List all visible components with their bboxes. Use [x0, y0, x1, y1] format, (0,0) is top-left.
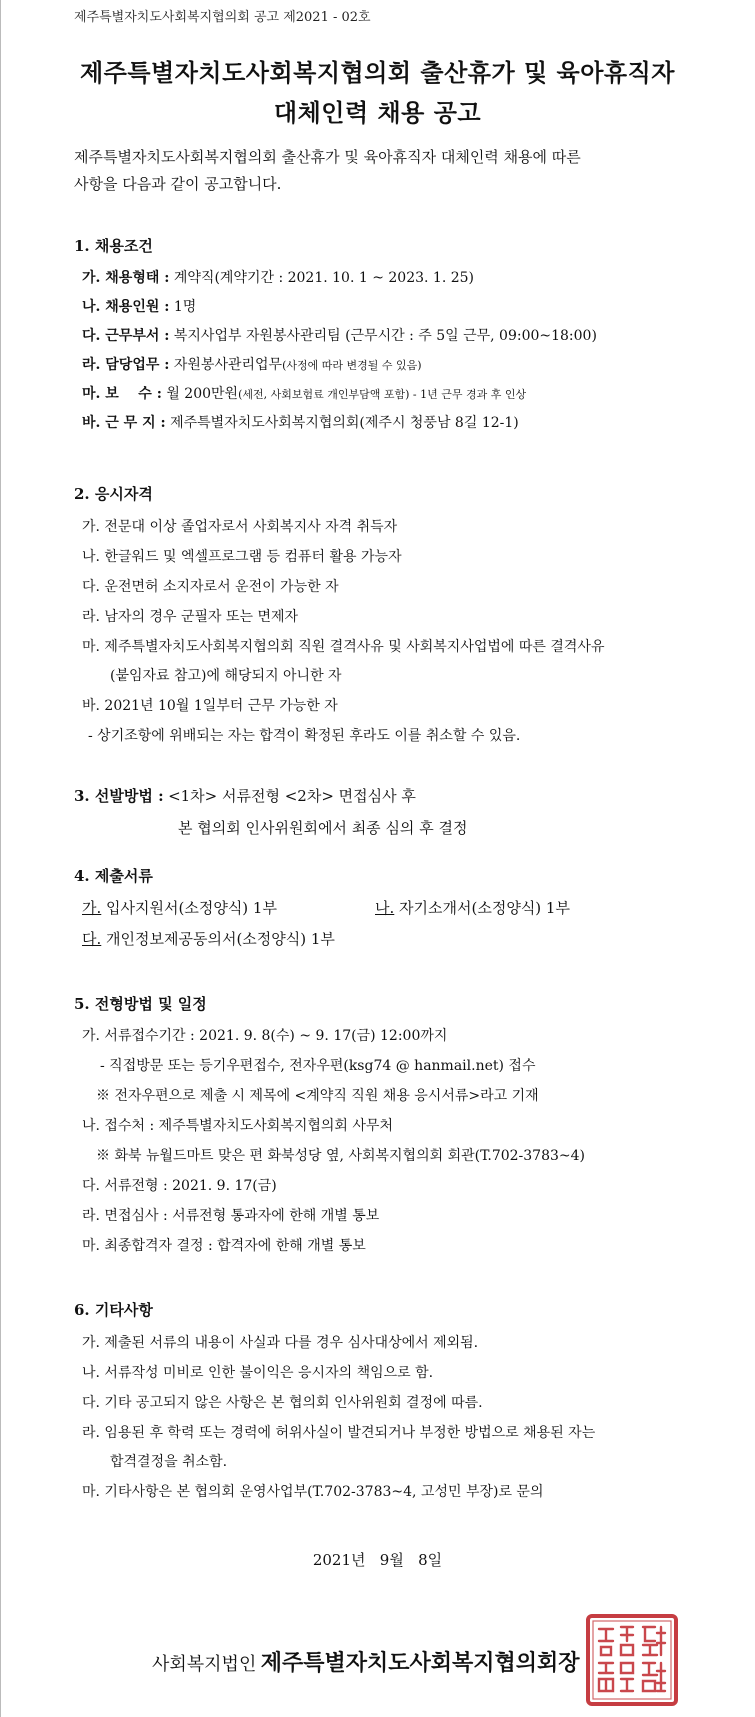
s2-line: 나. 한글워드 및 엑셀프로그램 등 컴퓨터 활용 가능자	[82, 549, 402, 565]
s3-line-1: <1차> 서류전형 <2차> 면접심사 후	[168, 787, 416, 805]
s5-line: 마. 최종합격자 결정 : 합격자에 한해 개별 통보	[82, 1238, 366, 1254]
s1-item-text: 계약직(계약기간 : 2021. 10. 1 ~ 2023. 1. 25)	[173, 270, 475, 286]
s1-item-employment-type	[82, 268, 474, 288]
section-1-heading: 1. 채용조건	[74, 237, 153, 255]
s2-line: 바. 2021년 10월 1일부터 근무 가능한 자	[82, 698, 338, 714]
s1-item-headcount	[82, 297, 196, 317]
s6-line: 마. 기타사항은 본 협의회 운영사업부(T.702-3783~4, 고성민 부장)로 문의	[82, 1484, 544, 1500]
section-4-heading: 4. 제출서류	[74, 867, 153, 885]
s6-line: 합격결정을 취소함.	[110, 1454, 228, 1470]
s1-item-note: (사정에 따라 변경될 수 있음)	[282, 359, 422, 372]
signature-prefix: 사회복지법인	[152, 1654, 257, 1675]
s2-line: (붙임자료 참고)에 해당되지 아니한 자	[110, 668, 342, 684]
s5-line: 나. 접수처 : 제주특별자치도사회복지협의회 사무처	[82, 1118, 393, 1134]
s1-item-text: 제주특별자치도사회복지협의회(제주시 청풍남 8길 12-1)	[170, 415, 519, 431]
s1-item-text: 자원봉사관리업무	[173, 357, 283, 373]
s2-line: 가. 전문대 이상 졸업자로서 사회복지사 자격 취득자	[82, 519, 398, 535]
s4-item-mark: 가.	[82, 899, 102, 917]
s6-line: 가. 제출된 서류의 내용이 사실과 다를 경우 심사대상에서 제외됨.	[82, 1335, 479, 1351]
s1-item-label: 나. 채용인원 :	[82, 299, 170, 315]
official-seal-stamp	[585, 1613, 679, 1707]
s1-item-label: 마. 보 수 :	[82, 386, 162, 402]
s4-item-text: 입사지원서(소정양식) 1부	[106, 899, 277, 917]
s6-line: 다. 기타 공고되지 않은 사항은 본 협의회 인사위원회 결정에 따름.	[82, 1395, 483, 1411]
s1-item-text: 월 200만원	[166, 386, 239, 402]
intro-line-1: 제주특별자치도사회복지협의회 출산휴가 및 육아휴직자 대체인력 채용에 따른	[74, 148, 581, 166]
s1-item-department	[82, 326, 597, 346]
s1-item-label: 다. 근무부서 :	[82, 328, 170, 344]
announcement-date: 2021년 9월 8일	[312, 1551, 443, 1569]
s5-line: 라. 면접심사 : 서류전형 통과자에 한해 개별 통보	[82, 1208, 380, 1224]
s4-item-mark: 나.	[375, 899, 395, 917]
title-line-1: 제주특별자치도사회복지협의회 출산휴가 및 육아휴직자	[80, 58, 675, 87]
s2-line: 마. 제주특별자치도사회복지협의회 직원 결격사유 및 사회복지사업법에 따른 결격사유	[82, 639, 605, 655]
s2-line: 라. 남자의 경우 군필자 또는 면제자	[82, 609, 299, 625]
s1-item-duties	[82, 355, 422, 376]
page-edge	[0, 0, 1, 1717]
s3-line-2: 본 협의회 인사위원회에서 최종 심의 후 결정	[178, 819, 468, 837]
section-3-heading-row	[74, 786, 416, 807]
s5-line: - 직접방문 또는 등기우편접수, 전자우편(ksg74 @ hanmail.net) 접수	[100, 1058, 536, 1074]
s2-note: - 상기조항에 위배되는 자는 합격이 확정된 후라도 이를 취소할 수 있음.	[88, 728, 521, 744]
signature-org: 제주특별자치도사회복지협의회장	[260, 1650, 580, 1676]
s5-line: ※ 화북 뉴월드마트 맞은 편 화북성당 옆, 사회복지협의회 회관(T.702-3783~4)	[96, 1148, 585, 1164]
s1-item-label: 라. 담당업무 :	[82, 357, 170, 373]
s1-item-note: (세전, 사회보험료 개인부담액 포함) - 1년 근무 경과 후 인상	[238, 388, 527, 401]
s1-item-workplace	[82, 413, 519, 433]
s1-item-text: 복지사업부 자원봉사관리팀 (근무시간 : 주 5일 근무, 09:00~18:00)	[173, 328, 597, 344]
section-5-heading: 5. 전형방법 및 일정	[74, 995, 207, 1013]
s2-line: 다. 운전면허 소지자로서 운전이 가능한 자	[82, 579, 339, 595]
s4-item-text: 개인정보제공동의서(소정양식) 1부	[106, 930, 335, 948]
section-2-heading: 2. 응시자격	[74, 485, 153, 503]
s4-item-text: 자기소개서(소정양식) 1부	[399, 899, 570, 917]
s5-line: ※ 전자우편으로 제출 시 제목에 <계약직 직원 채용 응시서류>라고 기재	[96, 1088, 539, 1104]
s4-item-application-form	[82, 898, 277, 918]
section-6-heading: 6. 기타사항	[74, 1301, 153, 1319]
signature-line	[152, 1647, 580, 1682]
s4-item-mark: 다.	[82, 930, 102, 948]
intro-line-2: 사항을 다음과 같이 공고합니다.	[74, 175, 282, 193]
title-line-2: 대체인력 채용 공고	[273, 98, 482, 127]
s1-item-salary	[82, 384, 526, 405]
notice-number: 제주특별자치도사회복지협의회 공고 제2021 - 02호	[74, 10, 371, 25]
s4-item-self-introduction	[375, 898, 570, 918]
s1-item-label: 가. 채용형태 :	[82, 270, 170, 286]
s6-line: 라. 임용된 후 학력 또는 경력에 허위사실이 발견되거나 부정한 방법으로 채용된 자는	[82, 1425, 596, 1441]
s1-item-label: 바. 근 무 지 :	[82, 415, 166, 431]
s5-line: 다. 서류전형 : 2021. 9. 17(금)	[82, 1178, 277, 1194]
s4-item-privacy-consent	[82, 929, 335, 949]
s1-item-text: 1명	[173, 299, 197, 315]
section-3-heading: 3. 선발방법 :	[74, 787, 164, 805]
s5-line: 가. 서류접수기간 : 2021. 9. 8(수) ~ 9. 17(금) 12:00까지	[82, 1028, 448, 1044]
s6-line: 나. 서류작성 미비로 인한 불이익은 응시자의 책임으로 함.	[82, 1365, 434, 1381]
